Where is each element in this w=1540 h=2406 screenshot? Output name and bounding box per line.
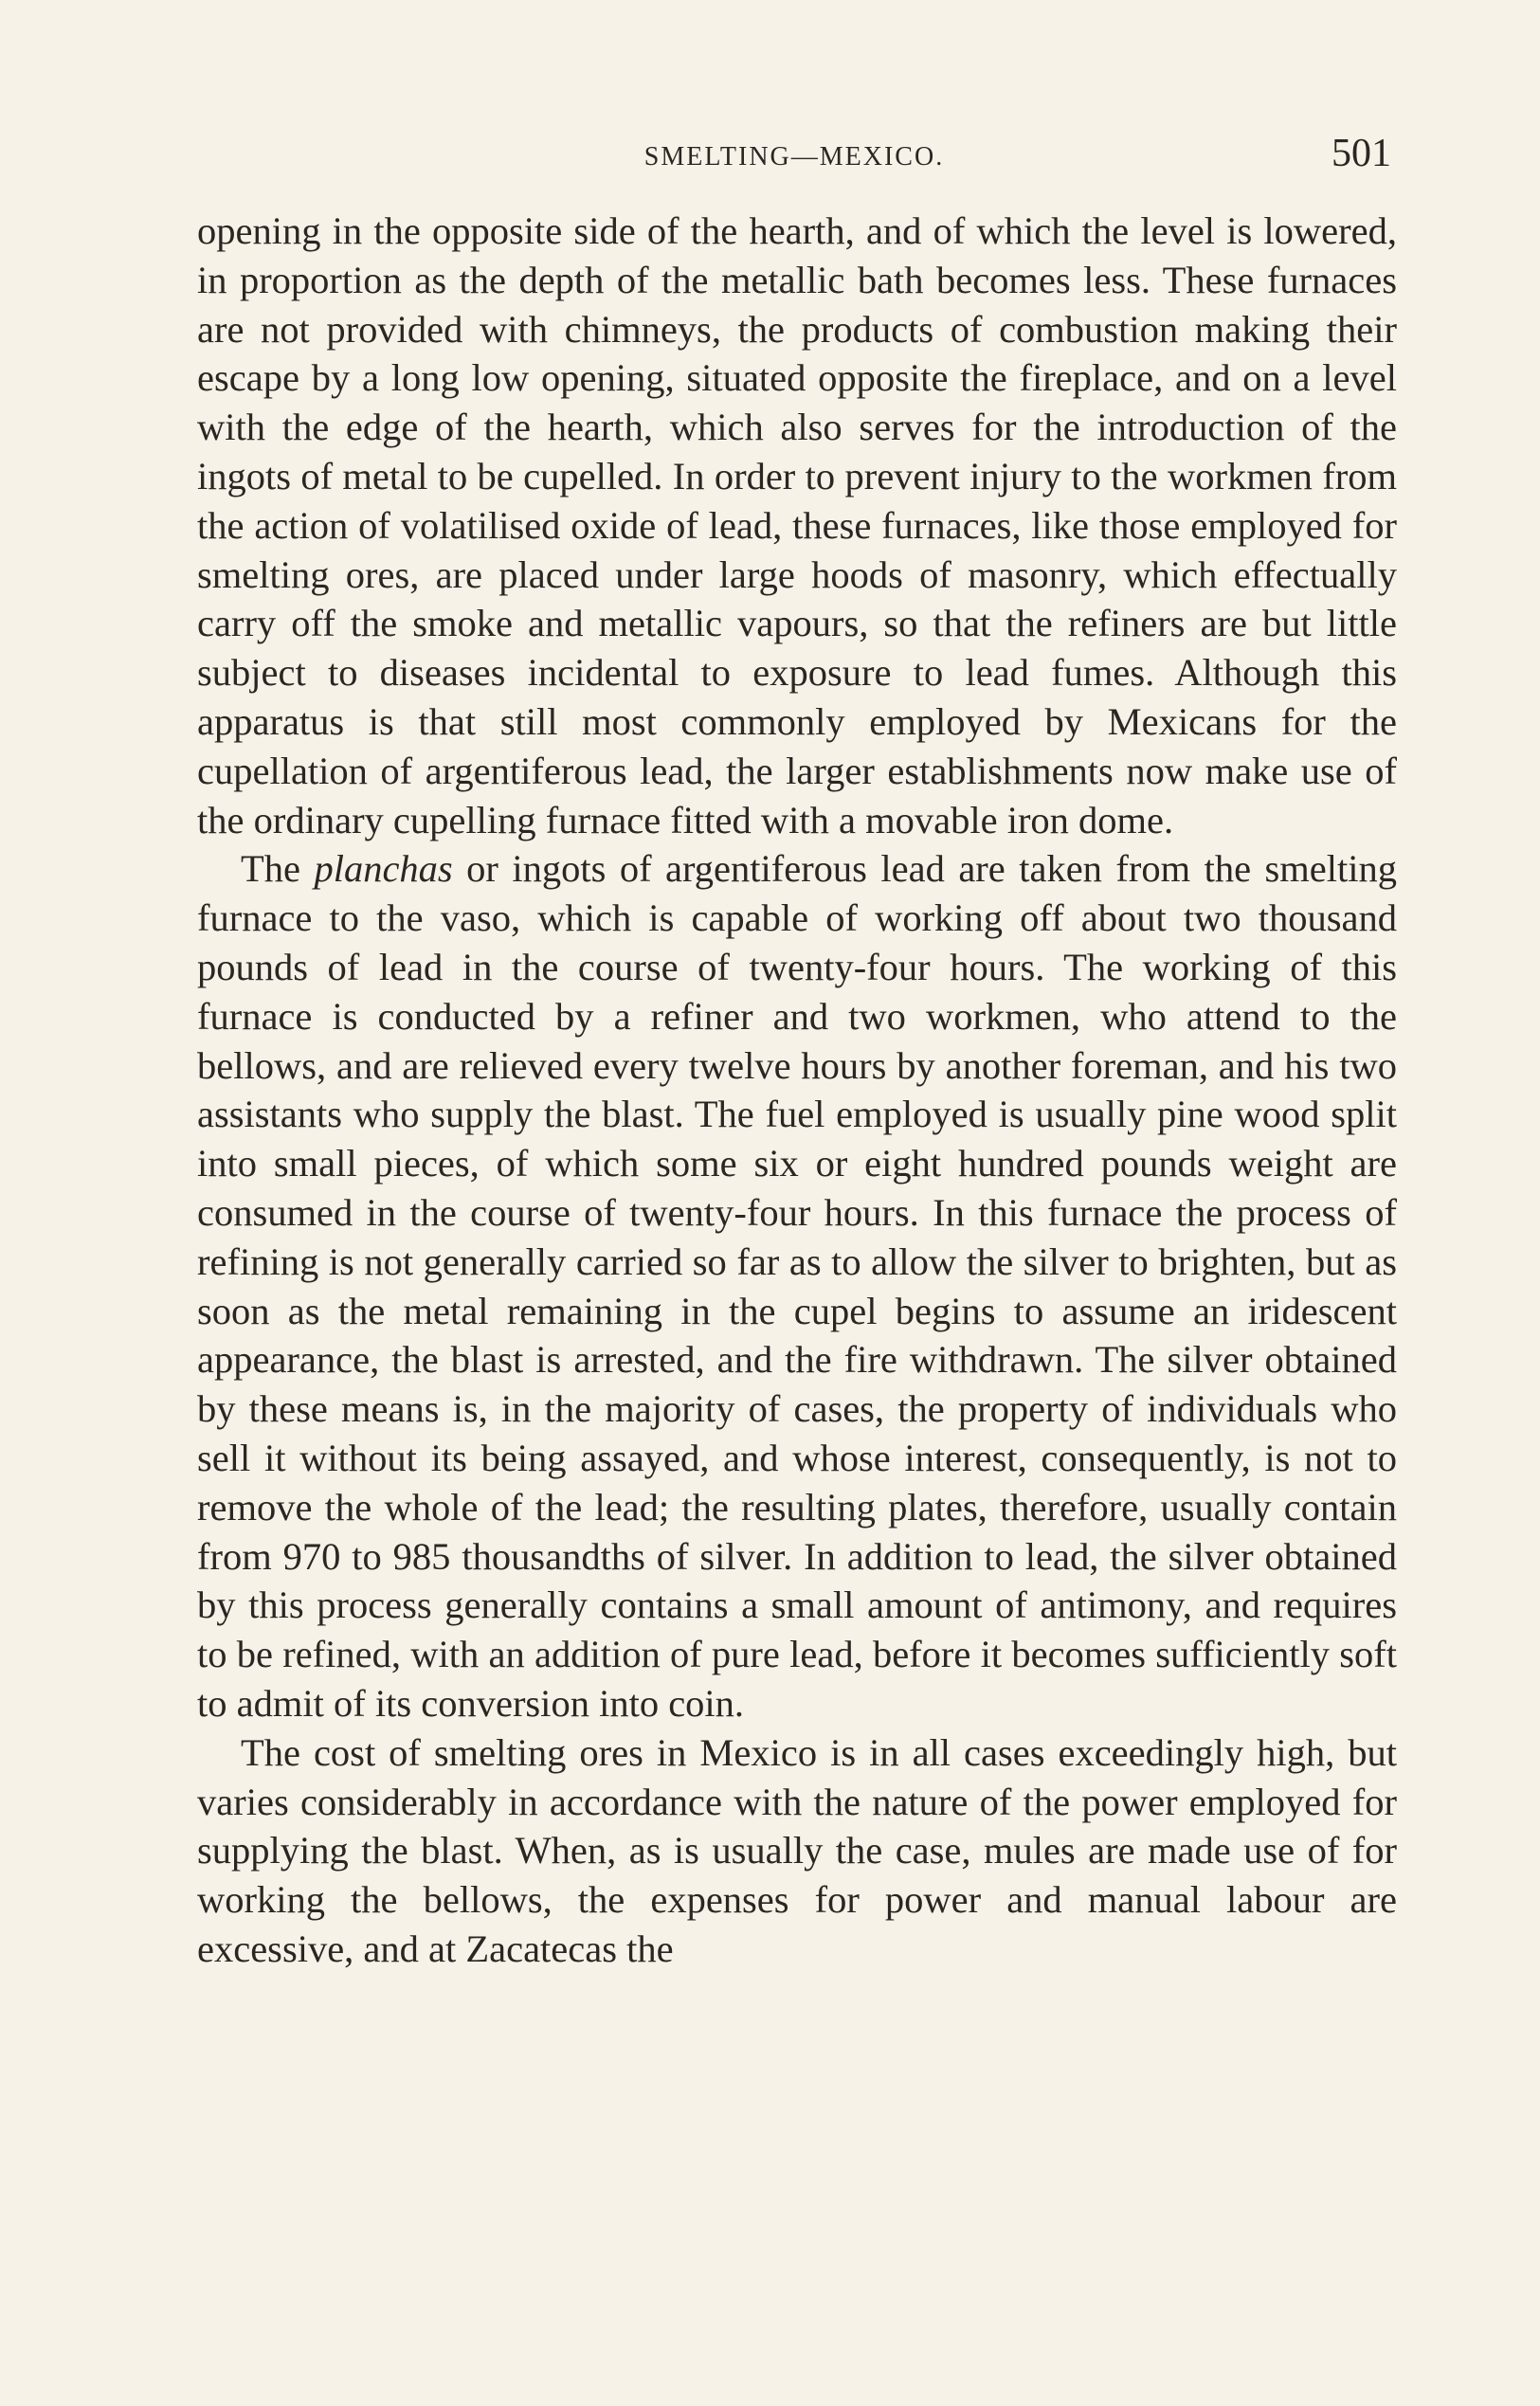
italic-term-planchas: planchas bbox=[314, 847, 453, 891]
paragraph-2-start: The bbox=[241, 847, 300, 891]
page-number: 501 bbox=[1332, 132, 1391, 175]
paragraph-2 bbox=[197, 844, 1397, 1728]
running-head-title: SMELTING—MEXICO. bbox=[643, 142, 945, 172]
paragraph-1: opening in the opposite side of the hearth, and of which the level is lowered, in proportion as the depth of the metallic bath becomes less. These furnaces are not provided with chimneys, the products of combustion making their escape by a long low opening, situated opposite the fireplace, and on a level with the edge of the hearth, which also serves for the introduction of the ingots of metal to be cupelled. In order to prevent injury to the workmen from the action of volatilised oxide of lead, these furnaces, like those employed for smelting ores, are placed under large hoods of masonry, which effectually carry off the smoke and metallic vapours, so that the refiners are but little subject to diseases incidental to exposure to lead fumes. Although this apparatus is that still most commonly employed by Mexicans for the cupellation of argentiferous lead, the larger establishments now make use of the ordinary cupelling furnace fitted with a movable iron dome. bbox=[197, 209, 1397, 841]
paragraph-2-rest: or ingots of argentiferous lead are taken from the smelting furnace to the vaso, which is capable of working off about two thousand pounds of lead in the course of twenty-four hours. The working of this furnace is conducted by a refiner and two workmen, who attend to the bellows, and are relieved every twelve hours by another foreman, and his two assistants who supply the blast. The fuel employed is usually pine wood split into small pieces, of which some six or eight hundred pounds weight are consumed in the course of twenty-four hours. In this furnace the process of refining is not generally carried so far as to allow the silver to brighten, but as soon as the metal remaining in the cupel begins to assume an iridescent appearance, the blast is arrested, and the fire withdrawn. The silver obtained by these means is, in the majority of cases, the property of individuals who sell it without its being assayed, and whose interest, consequently, is not to remove the whole of the lead; the resulting plates, therefore, usually contain from 970 to 985 thousandths of silver. In addition to lead, the silver obtained by this process generally contains a small amount of antimony, and requires to be refined, with an addition of pure lead, before it becomes sufficiently soft to admit of its conversion into coin. bbox=[197, 847, 1398, 1725]
paragraph-3: The cost of smelting ores in Mexico is in all cases exceedingly high, but varies considerably in accordance with the nature of the power employed for supplying the blast. When, as is usually the case, mules are made use of for working the bellows, the expenses for power and manual labour are excessive, and at Zacatecas the bbox=[197, 1730, 1397, 1970]
body-text bbox=[197, 207, 1397, 1974]
running-head bbox=[197, 131, 1391, 188]
